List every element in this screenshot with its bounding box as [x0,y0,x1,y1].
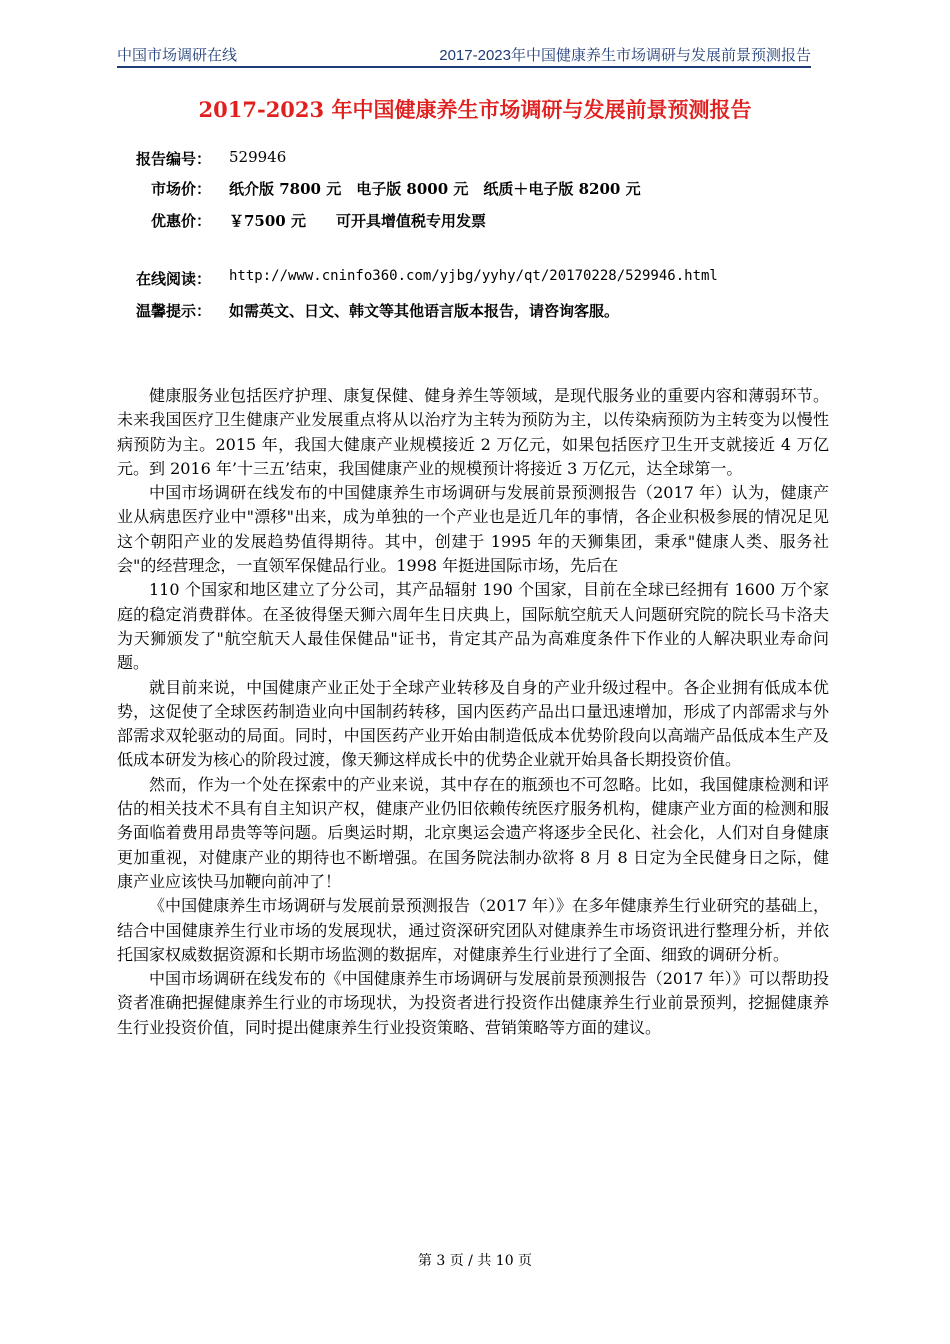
meta-tip [117,300,890,324]
tip-value: 如需英文、日文、韩文等其他语言版本报告，请咨询客服。 [229,302,620,320]
report-body [117,384,829,1040]
meta-report-no [117,148,890,172]
report-title: 2017-2023 年中国健康养生市场调研与发展前景预测报告 [198,97,752,122]
meta-online [117,268,890,292]
report-no-value: 529946 [229,148,287,166]
meta-discount [117,210,890,234]
online-url-link[interactable]: http://www.cninfo360.com/yjbg/yyhy/qt/20170228/529946.html [229,268,718,284]
tip-label: 温馨提示： [135,302,211,320]
price-label: 市场价： [150,180,211,198]
page-number: 第 3 页 / 共 10 页 [417,1253,533,1269]
paragraph: 健康服务业包括医疗护理、康复保健、健身养生等领域，是现代服务业的重要内容和薄弱环节。未来我国医疗卫生健康产业发展重点将从以治疗为主转为预防为主，以传染病预防为主转变为以慢性病预防为主。2015 年，我国大健康产业规模接近 2 万亿元，如果包括医疗卫生开支就接近 4 万亿元。到 2016 年’十三五’结束，我国健康产业的规模预计将接近 3 万亿元，达全球第一。 [117,386,829,478]
discount-value: ￥7500 元 可开具增值税专用发票 [229,212,486,230]
online-label: 在线阅读： [135,270,211,288]
paragraph: 《中国健康养生市场调研与发展前景预测报告（2017 年）》在多年健康养生行业研究的基础上，结合中国健康养生行业市场的发展现状，通过资深研究团队对健康养生市场资讯进行整理分析，并依托国家权威数据资源和长期市场监测的数据库，对健康养生行业进行了全面、细致的调研分析。 [117,896,829,964]
header-report-title: 2017-2023年中国健康养生市场调研与发展前景预测报告 [439,47,811,64]
price-value: 纸介版 7800 元 电子版 8000 元 纸质＋电子版 8200 元 [229,180,641,198]
paragraph: 110 个国家和地区建立了分公司，其产品辐射 190 个国家，目前在全球已经拥有 1600 万个家庭的稳定消费群体。在圣彼得堡天狮六周年生日庆典上，国际航空航天人问题研究院的院长马卡洛夫为天狮颁发了"航空航天人最佳保健品"证书，肯定其产品为高难度条件下作业的人解决职业寿命问题。 [117,580,829,673]
page-header [117,42,811,68]
discount-label: 优惠价： [150,212,211,230]
paragraph: 然而，作为一个处在探索中的产业来说，其中存在的瓶颈也不可忽略。比如，我国健康检测和评估的相关技术不具有自主知识产权，健康产业仍旧依赖传统医疗服务机构，健康产业方面的检测和服务面临着费用昂贵等等问题。后奥运时期，北京奥运会遗产将逐步全民化、社会化，人们对自身健康更加重视，对健康产业的期待也不断增强。在国务院法制办欲将 8 月 8 日定为全民健身日之际，健康产业应该快马加鞭向前冲了！ [117,774,829,891]
header-site-name: 中国市场调研在线 [117,47,238,64]
paragraph: 中国市场调研在线发布的中国健康养生市场调研与发展前景预测报告（2017 年）认为，健康产业从病患医疗业中"漂移"出来，成为单独的一个产业也是近几年的事情，各企业积极参展的情况足见这个朝阳产业的发展趋势值得期待。其中，创建于 1995 年的天狮集团，秉承"健康人类、服务社会"的经营理念，一直领军保健品行业。1998 年挺进国际市场，先后在 [117,483,829,576]
meta-price [117,178,890,202]
paragraph: 中国市场调研在线发布的《中国健康养生市场调研与发展前景预测报告（2017 年）》可以帮助投资者准确把握健康养生行业的市场现状，为投资者进行投资作出健康养生行业前景预判，挖掘健康养生行业投资价值，同时提出健康养生行业投资策略、营销策略等方面的建议。 [117,969,829,1037]
report-no-label: 报告编号： [135,150,211,168]
paragraph: 就目前来说，中国健康产业正处于全球产业转移及自身的产业升级过程中。各企业拥有低成本优势，这促使了全球医药制造业向中国制药转移，国内医药产品出口量迅速增加，形成了内部需求与外部需求双轮驱动的局面。同时，中国医药产业开始由制造低成本优势阶段向以高端产品低成本生产及低成本研发为核心的阶段过渡，像天狮这样成长中的优势企业就开始具备长期投资价值。 [117,677,829,770]
